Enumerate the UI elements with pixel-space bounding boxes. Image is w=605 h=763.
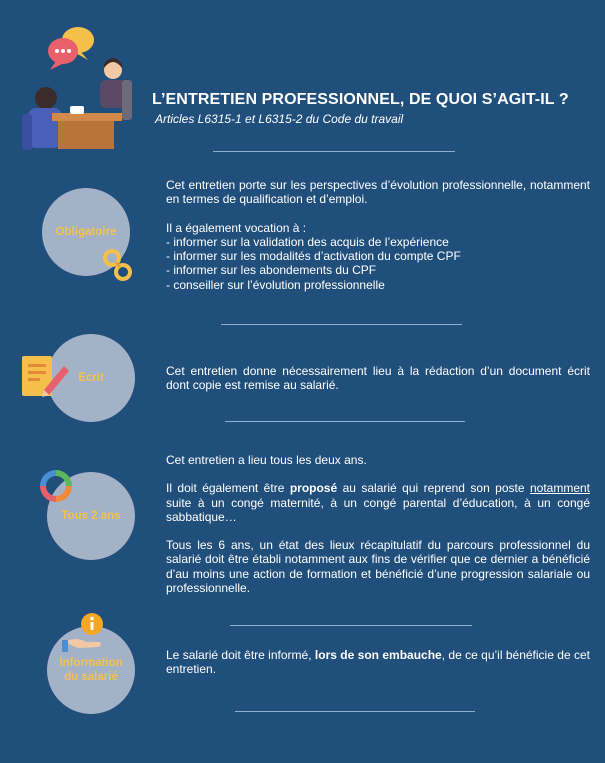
badge-label-line: du salarié [64, 671, 118, 683]
section-ecrit-text [166, 364, 590, 393]
emphasis-text: proposé [289, 481, 338, 496]
section-information-text [166, 648, 590, 677]
page-subtitle: Articles L6315-1 et L6315-2 du Code du travail [155, 112, 404, 126]
section-obligatoire-text [166, 178, 590, 292]
interview-illustration-icon [8, 18, 138, 153]
paragraph: Cet entretien porte sur les perspectives d’évolution professionnelle, notamment en termes de qualification et d’emploi. [166, 178, 590, 207]
divider [225, 421, 465, 422]
hand-info-icon [62, 612, 108, 654]
divider [230, 625, 472, 626]
divider [213, 151, 455, 152]
text-run: suite à un congé maternité, à un congé parental d’éducation, à un congé sabbatique… [166, 495, 590, 524]
section-tous-2-ans-text [166, 453, 590, 595]
cycle-arrows-icon [36, 466, 76, 506]
list-item: - informer sur les modalités d’activation du compte CPF [166, 249, 461, 264]
handcuffs-icon [101, 246, 135, 282]
paragraph [166, 648, 590, 677]
badge-label: Ecrit [78, 371, 104, 384]
text-run: , de ce qu’il bénéficie de cet entretien. [166, 648, 590, 677]
badge-label [59, 656, 122, 685]
divider [221, 324, 462, 325]
emphasis-text: lors de son embauche [314, 648, 442, 662]
text-run: au salarié qui reprend son poste [337, 481, 530, 496]
list-item: - informer sur les abondements du CPF [166, 263, 377, 278]
list-item: - informer sur la validation des acquis de l’expérience [166, 234, 449, 249]
text-run: Il doit également être [166, 481, 290, 496]
badge-label: Tous 2 ans [61, 509, 121, 522]
badge-label-line: Information [59, 656, 123, 669]
paragraph: Il a également vocation à : [166, 220, 307, 235]
paragraph: Cet entretien a lieu tous les deux ans. [166, 453, 367, 467]
paragraph: Cet entretien donne nécessairement lieu à la rédaction d’un document écrit dont copie est remise au salarié. [166, 364, 590, 393]
text-run: Le salarié doit être informé, [166, 648, 315, 662]
paragraph: Tous les 6 ans, un état des lieux récapitulatif du parcours professionnel du salarié doit être établi notamment aux fins de vérifier que ce dernier a bénéficié d’au moins une action de formation et bénéficié d’une progression salariale ou professionnelle. [166, 538, 590, 596]
underlined-text: notamment [529, 481, 590, 496]
list-item: - conseiller sur l’évolution professionnelle [166, 277, 385, 292]
paragraph [166, 481, 590, 524]
divider [235, 711, 475, 712]
document-pencil-icon [20, 352, 72, 400]
badge-label: Obligatoire [55, 225, 117, 238]
page-title: L’ENTRETIEN PROFESSIONNEL, DE QUOI S’AGIT-IL ? [152, 91, 569, 108]
